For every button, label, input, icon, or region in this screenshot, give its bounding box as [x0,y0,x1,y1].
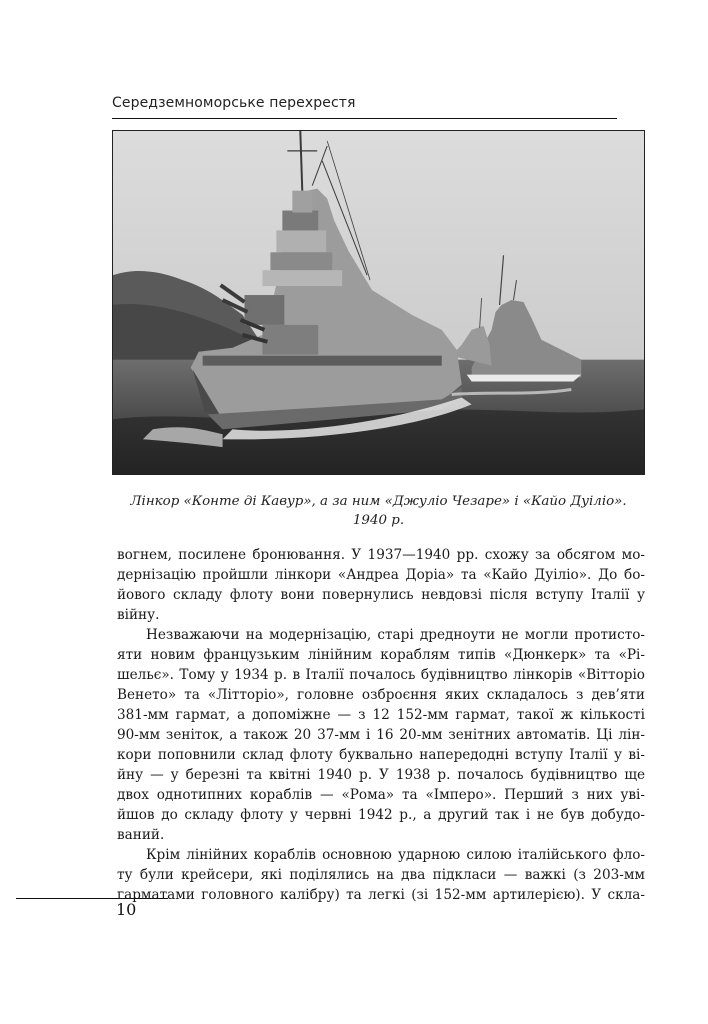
text-line: дернізацію пройшли лінкори «Андреа Доріа» та «Кайо Дуіліо». До бо- [117,567,645,583]
paragraph [117,625,645,845]
paragraph [117,845,645,905]
text-line: вогнем, посилене бронювання. У 1937—1940 рр. схожу за обсягом мо- [117,547,645,563]
text-line: Крім лінійних кораблів основною ударною силою італійського фло- [146,847,645,863]
battleship-photo-image [113,131,644,474]
battleship-photo [112,130,645,475]
paragraph [117,545,645,625]
text-line: шельє». Тому у 1934 р. в Італії почалось будівництво лінкорів «Вітторіо [117,667,645,683]
header-rule [112,118,617,119]
text-line: йшов до складу флоту у червні 1942 р., а другий так і не був добудо- [117,807,645,823]
text-line: яти новим французьким лінійним кораблям типів «Дюнкерк» та «Рі- [117,647,645,663]
text-line: війну. [117,607,160,623]
text-line: Венето» та «Літторіо», головне озброєння яких складалось з дев’яти [117,687,645,703]
text-line: 381-мм гармат, а допоміжне — з 12 152-мм гармат, такої ж кількості [117,707,645,723]
text-line: кори поповнили склад флоту буквально напередодні вступу Італії у ві- [117,747,645,763]
text-line: гарматами головного калібру) та легкі (зі 152-мм артилерією). У скла- [117,887,645,903]
footnote-rule [16,898,168,899]
text-line: двох однотипних кораблів — «Рома» та «Імперо». Перший з них уві- [117,787,645,803]
caption-line: Лінкор «Конте ді Кавур», а за ним «Джуліо Чезаре» і «Кайо Дуіліо». [130,494,627,509]
text-line: ваний. [117,827,165,843]
caption-line: 1940 р. [352,513,405,528]
photo-caption [112,492,645,530]
body-text [117,545,645,905]
text-line: 90-мм зеніток, а також 20 37-мм і 16 20-мм зенітних автоматів. Ці лін- [117,727,645,743]
running-head: Середземноморське перехрестя [112,95,356,111]
text-line: Незважаючи на модернізацію, старі дредноути не могли протисто- [146,627,645,643]
text-line: йового складу флоту вони повернулись невдовзі після вступу Італії у [117,587,645,603]
text-line: йну — у березні та квітні 1940 р. У 1938 р. почалось будівництво ще [117,767,645,783]
text-line: ту були крейсери, які поділялись на два підкласи — важкі (з 203-мм [117,867,645,883]
page-number: 10 [116,900,137,919]
